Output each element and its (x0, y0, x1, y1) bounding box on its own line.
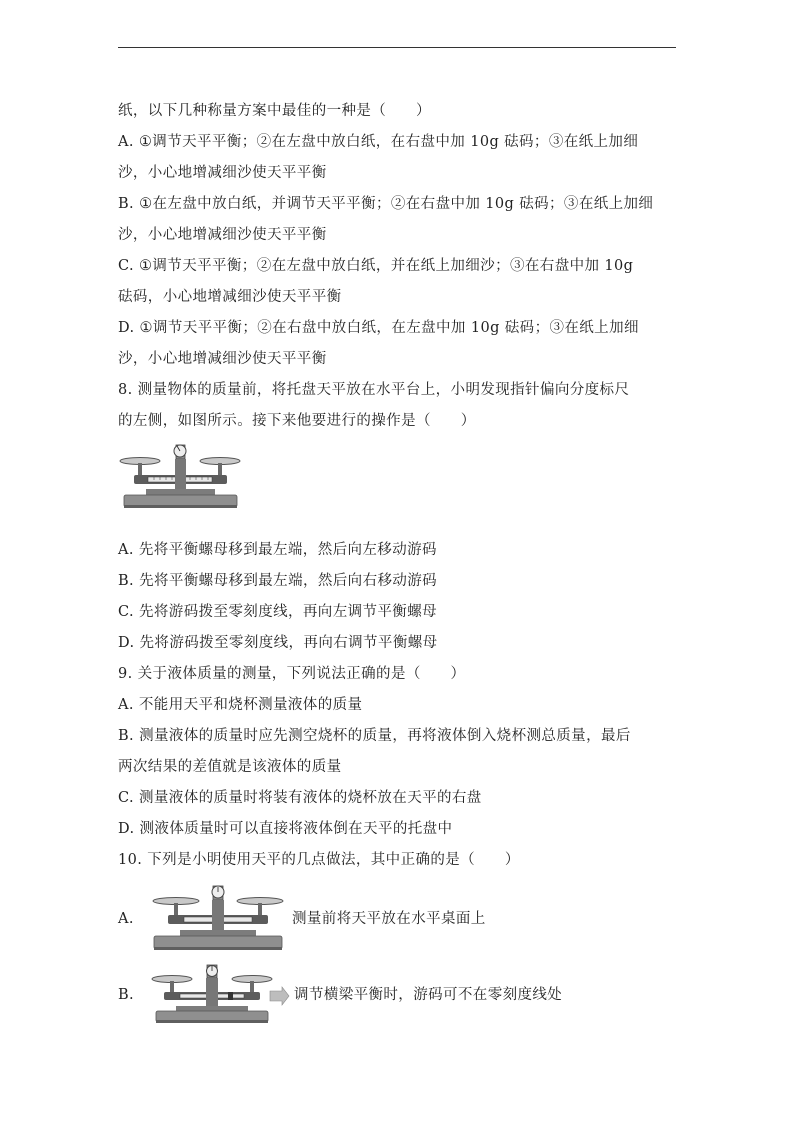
balance-scale-icon (148, 884, 288, 954)
q9-option-b: B. 测量液体的质量时应先测空烧杯的质量，再将液体倒入烧杯测总质量，最后 (118, 728, 631, 744)
q7-option-b: B. ①在左盘中放白纸，并调节天平平衡；②在右盘中加 10g 砝码；③在纸上加细 (118, 196, 654, 212)
text-line: 砝码，小心地增减细沙使天平平衡 (118, 289, 342, 305)
q9-stem: 9. 关于液体质量的测量，下列说法正确的是（ ） (118, 666, 466, 682)
balance-scale-icon (148, 964, 290, 1026)
q7-option-c: C. ①调节天平平衡；②在左盘中放白纸，并在纸上加细沙；③在右盘中加 10g (118, 258, 634, 274)
q8-option-a: A. 先将平衡螺母移到最左端，然后向左移动游码 (118, 542, 437, 558)
balance-scale-icon (118, 441, 243, 513)
option-caption: 调节横梁平衡时，游码可不在零刻度线处 (294, 986, 563, 1003)
q10-option-b (118, 964, 678, 1026)
q9-option-a: A. 不能用天平和烧杯测量液体的质量 (118, 697, 363, 713)
q10-stem: 10. 下列是小明使用天平的几点做法，其中正确的是（ ） (118, 852, 520, 868)
q8-option-b: B. 先将平衡螺母移到最左端，然后向右移动游码 (118, 573, 438, 589)
question-content (118, 96, 678, 1026)
text-line: 沙，小心地增减细沙使天平平衡 (118, 227, 327, 243)
q7-option-d: D. ①调节天平平衡；②在右盘中放白纸，在左盘中加 10g 砝码；③在纸上加细 (118, 320, 639, 336)
q9-option-c: C. 测量液体的质量时将装有液体的烧杯放在天平的右盘 (118, 790, 482, 806)
header-rule (118, 47, 676, 48)
text-line: 纸，以下几种称量方案中最佳的一种是（ ） (118, 103, 431, 119)
option-label: B. (118, 986, 135, 1003)
text-line: 沙，小心地增减细沙使天平平衡 (118, 351, 327, 367)
q8-option-c: C. 先将游码拨至零刻度线，再向左调节平衡螺母 (118, 604, 437, 620)
q8-stem: 8. 测量物体的质量前，将托盘天平放在水平台上，小明发现指针偏向分度标尺 (118, 382, 630, 398)
text-line: 的左侧，如图所示。接下来他要进行的操作是（ ） (118, 413, 476, 429)
text-line: 两次结果的差值就是该液体的质量 (118, 759, 342, 775)
q10-option-a (118, 884, 678, 954)
q8-option-d: D. 先将游码拨至零刻度线，再向右调节平衡螺母 (118, 635, 438, 651)
text-line: 沙，小心地增减细沙使天平平衡 (118, 165, 327, 181)
q7-option-a: A. ①调节天平平衡；②在左盘中放白纸，在右盘中加 10g 砝码；③在纸上加细 (118, 134, 639, 150)
q8-balance-figure (118, 441, 678, 527)
q9-option-d: D. 测液体质量时可以直接将液体倒在天平的托盘中 (118, 821, 453, 837)
option-caption: 测量前将天平放在水平桌面上 (292, 910, 486, 927)
option-label: A. (118, 910, 134, 927)
